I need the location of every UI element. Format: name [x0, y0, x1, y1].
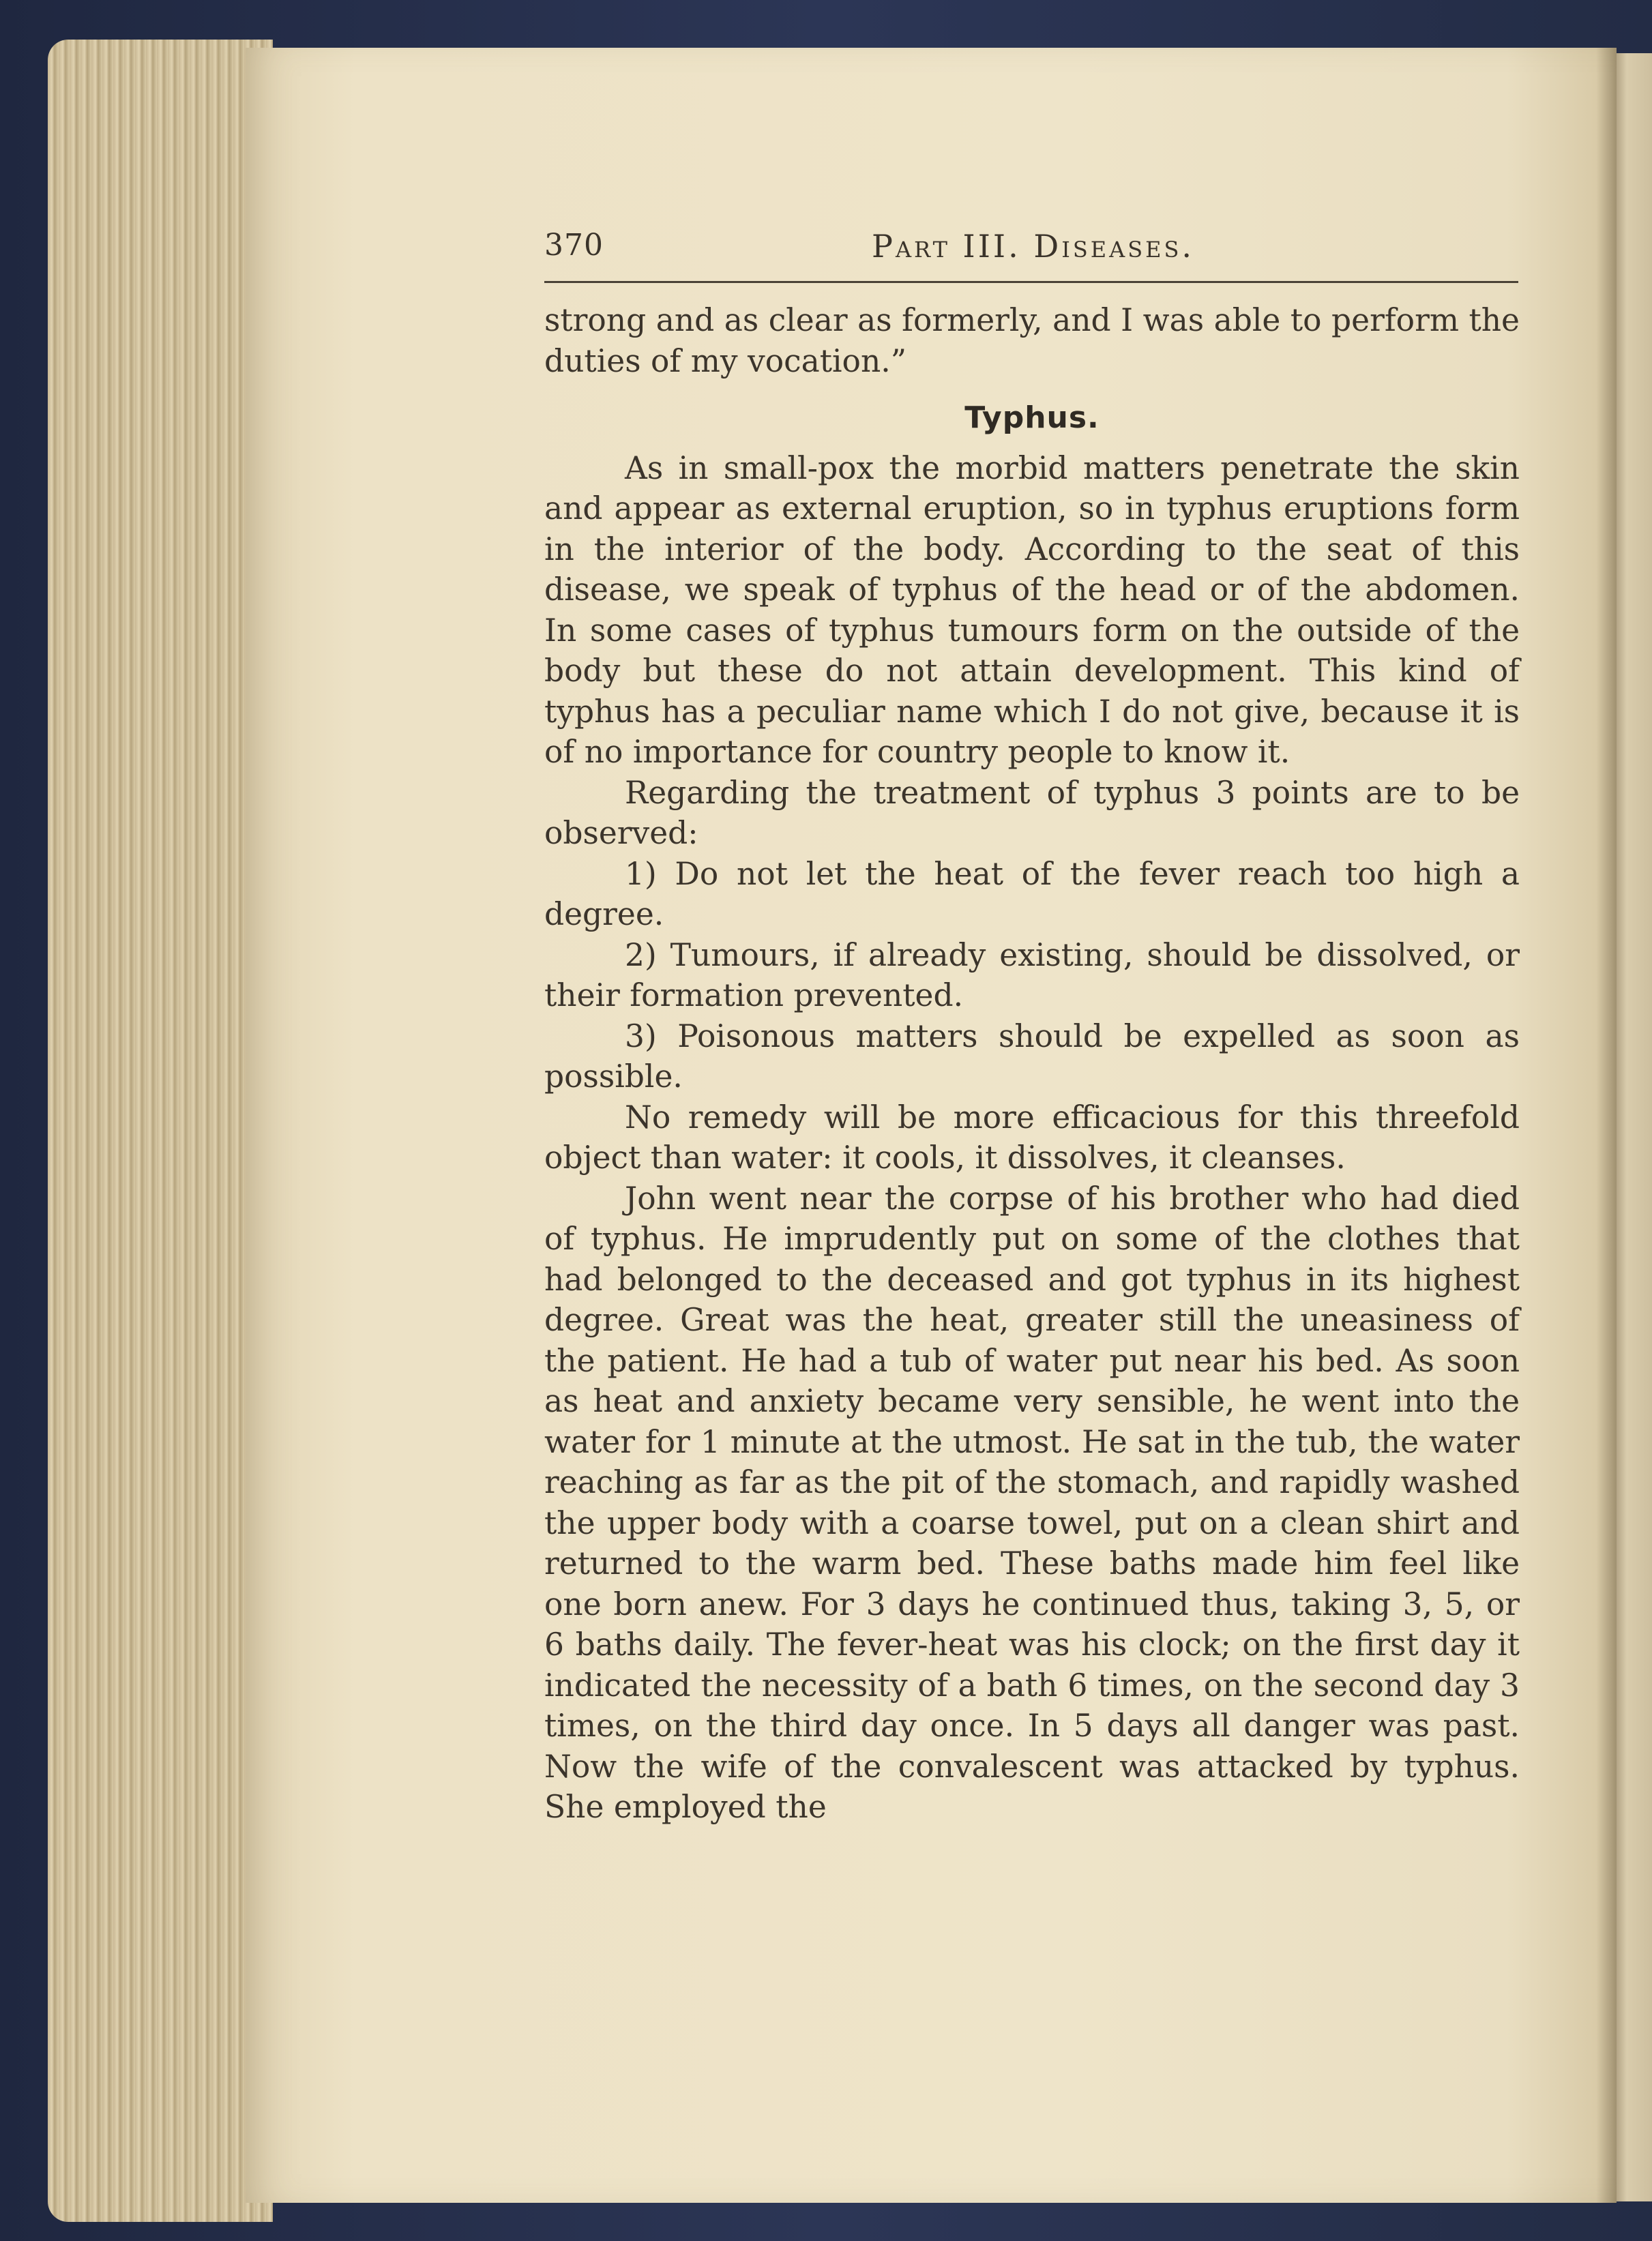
numbered-point: 3) Poisonous matters should be expelled as soon as possible.	[544, 1018, 1520, 1095]
page-header	[544, 217, 1520, 278]
paragraph: As in small-pox the morbid matters penetrate the skin and appear as external eruption, so in typhus eruptions form in the interior of the body. According to the seat of this disease, we speak of typhus of the head or of the abdomen. In some cases of typhus tumours form on the outside of the body but these do not attain development. This kind of typhus has a peculiar name which I do not give, because it is of no importance for country people to know it.	[544, 449, 1520, 770]
running-head: Part III. Diseases.	[872, 228, 1195, 265]
page-gutter	[1596, 48, 1617, 2203]
paragraph: John went near the corpse of his brother who had died of typhus. He imprudently put on some of the clothes that had belonged to the deceased and got typhus in its highest degree. Great was the heat, greater still the uneasiness of the patient. He had a tub of water put near his bed. As soon as heat and anxiety became very sensible, he went into the water for 1 minute at the utmost. He sat in the tub, the water reaching as far as the pit of the stomach, and rapidly washed the upper body with a coarse towel, put on a clean shirt and returned to the warm bed. These baths made him feel like one born anew. For 3 days he continued thus, taking 3, 5, or 6 baths daily. The fever-heat was his clock; on the first day it indicated the necessity of a bath 6 times, on the second day 3 times, on the third day once. In 5 days all danger was past. Now the wife of the convalescent was attacked by typhus. She employed the	[544, 1180, 1520, 1825]
paragraph: Regarding the treatment of typhus 3 points are to be observed:	[544, 774, 1520, 851]
page-body	[544, 300, 1520, 1828]
header-rule	[544, 281, 1518, 283]
numbered-point: 2) Tumours, if already existing, should be dissolved, or their formation prevented.	[544, 936, 1520, 1013]
numbered-point: 1) Do not let the heat of the fever reach too high a degree.	[544, 855, 1520, 932]
page-edges	[48, 40, 273, 2222]
continuation-paragraph: strong and as clear as formerly, and I was able to perform the duties of my vocation.”	[544, 302, 1520, 379]
paragraph: No remedy will be more efficacious for this threefold object than water: it cools, it dissolves, it cleanses.	[544, 1099, 1520, 1176]
page-number: 370	[544, 228, 604, 263]
section-heading: Typhus.	[964, 400, 1100, 435]
